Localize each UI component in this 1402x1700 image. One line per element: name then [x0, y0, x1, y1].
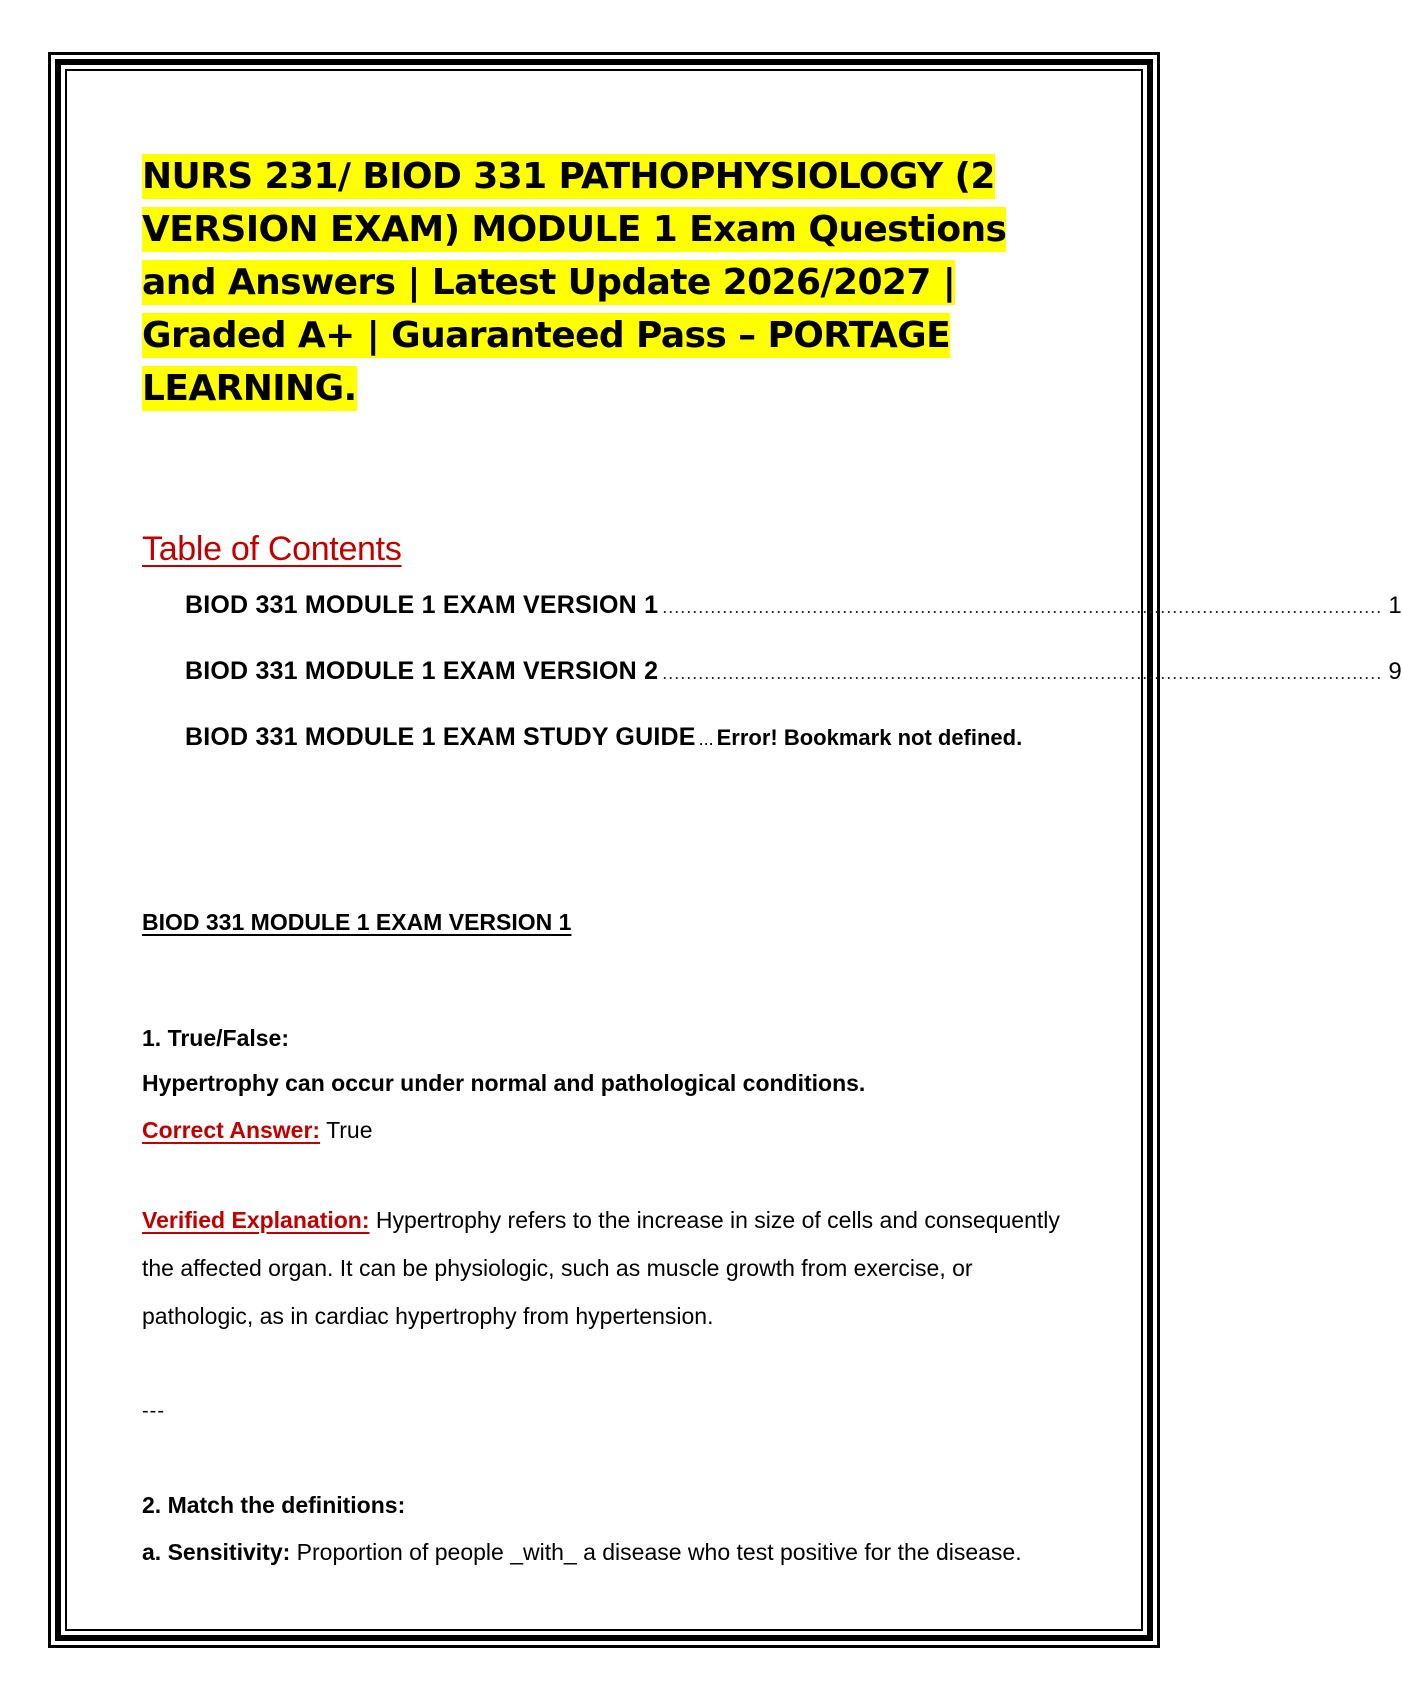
toc-bookmark-error: Error! Bookmark not defined.	[716, 725, 1023, 750]
answer-line	[142, 1106, 1077, 1154]
question-text: Hypertrophy can occur under normal and pathological conditions.	[142, 1070, 866, 1096]
question-number: 1. True/False:	[142, 1025, 290, 1051]
toc-page-number: 9	[1388, 658, 1402, 685]
separator: ---	[142, 1400, 165, 1422]
document-body	[142, 150, 1402, 1576]
definition-item	[142, 1528, 1077, 1576]
explanation-text: Hypertrophy refers to the increase in size of cells and consequently the affected organ. It can be physiologic, such as muscle growth from exercise, or pathologic, as in cardiac hypertrophy from hypertension.	[142, 1207, 1060, 1329]
toc-entry-label: BIOD 331 MODULE 1 EXAM VERSION 2	[185, 657, 659, 685]
toc-page-number: 1	[1388, 592, 1402, 619]
question-2	[142, 1483, 1077, 1576]
toc-leader-dots: ...	[698, 729, 714, 749]
question-1	[142, 1016, 1077, 1340]
toc-heading[interactable]: Table of Contents	[142, 530, 402, 568]
table-of-contents	[142, 591, 1402, 789]
toc-entry-label: BIOD 331 MODULE 1 EXAM VERSION 1	[185, 591, 659, 619]
definition-text: Proportion of people _with_ a disease who test positive for the disease.	[290, 1539, 1022, 1565]
correct-answer-value: True	[320, 1117, 373, 1143]
toc-entry-version-2[interactable]	[185, 657, 1402, 723]
explanation-label: Verified Explanation:	[142, 1207, 370, 1233]
toc-entry-study-guide[interactable]	[185, 723, 1077, 789]
document-title	[142, 150, 1077, 415]
toc-leader-dots: ........................................................................................................................	[662, 663, 1383, 683]
definition-term: a. Sensitivity:	[142, 1539, 291, 1565]
correct-answer-label: Correct Answer:	[142, 1117, 321, 1143]
toc-leader-dots: ........................................................................................................................	[662, 597, 1383, 617]
toc-entry-label: BIOD 331 MODULE 1 EXAM STUDY GUIDE	[185, 723, 696, 751]
toc-entry-version-1[interactable]	[185, 591, 1402, 657]
section-heading: BIOD 331 MODULE 1 EXAM VERSION 1	[142, 909, 572, 935]
explanation	[142, 1196, 1062, 1340]
document-title-text: NURS 231/ BIOD 331 PATHOPHYSIOLOGY (2 VERSION EXAM) MODULE 1 Exam Questions and Answers | Latest Update 2026/2027 | Graded A+ | Guaranteed Pass – PORTAGE LEARNING.	[142, 156, 1007, 409]
question-number: 2. Match the definitions:	[142, 1492, 406, 1518]
